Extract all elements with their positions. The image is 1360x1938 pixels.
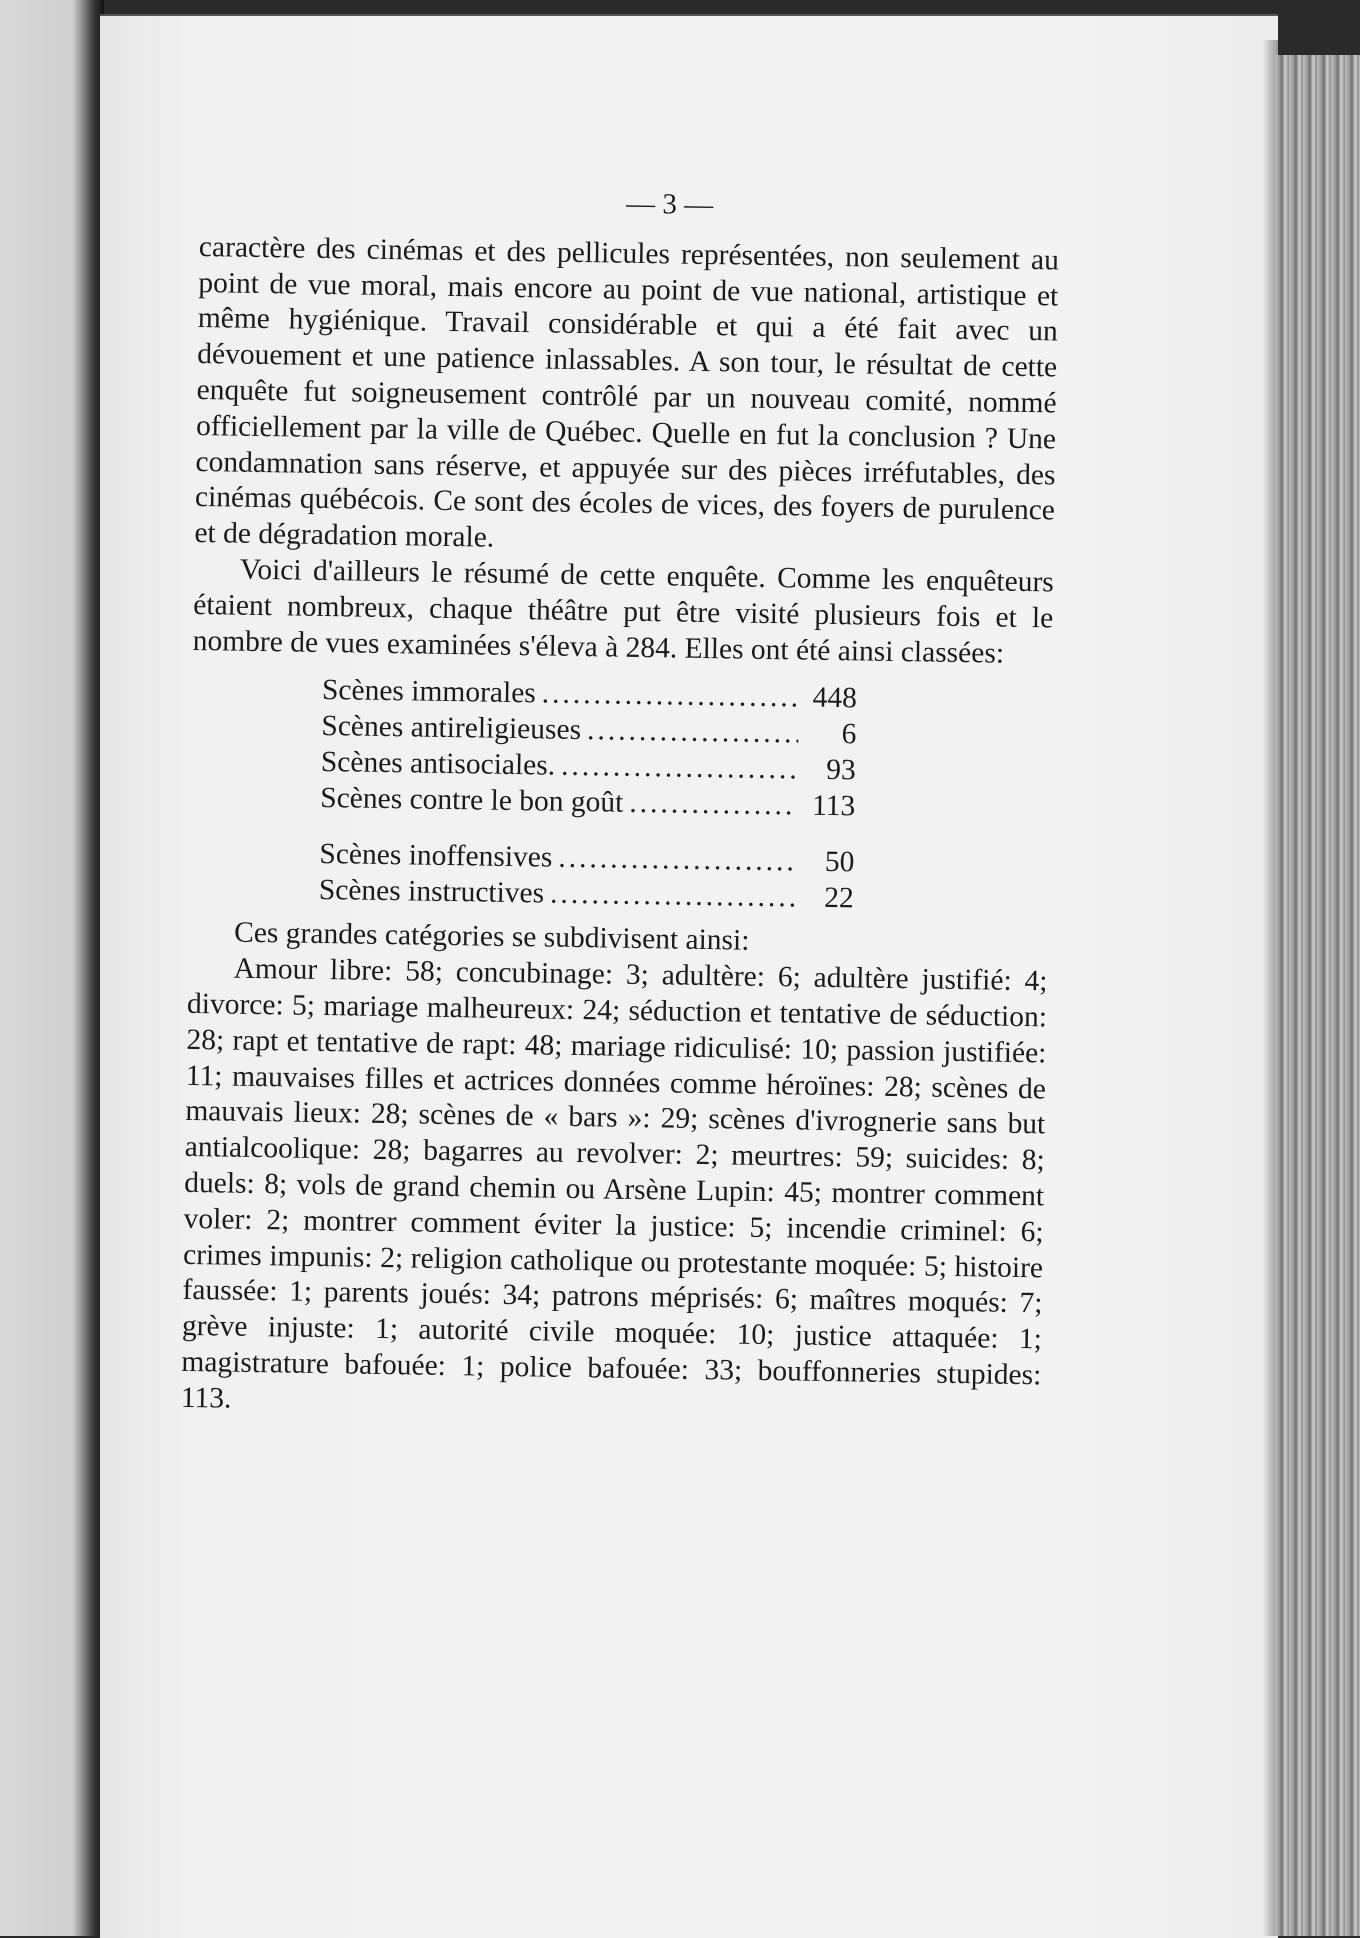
leader-dots <box>561 749 798 789</box>
table-row <box>319 873 854 917</box>
book-page-edges <box>1275 55 1360 1936</box>
leader-dots <box>542 677 800 717</box>
page-content <box>181 180 1060 1430</box>
row-value: 22 <box>824 882 855 915</box>
classification-table <box>319 673 858 917</box>
row-value: 6 <box>841 718 857 751</box>
paragraph-2: Voici d'ailleurs le résumé de cette enquête. Comme les enquêteurs étaient nombreux, chaque théâtre put être visité plusieurs fois et le nombre de vues examinées s'éleva à 284. Elles ont été ainsi classées: <box>192 553 1055 670</box>
leader-dots <box>629 786 797 824</box>
row-value: 50 <box>824 846 855 879</box>
row-label: Scènes antireligieuses <box>321 710 582 747</box>
leader-dots <box>550 877 796 917</box>
leader-dots <box>587 714 799 753</box>
row-label: Scènes contre le bon goût <box>320 782 624 820</box>
leader-dots <box>558 841 797 881</box>
row-label: Scènes antisociales. <box>320 746 556 783</box>
paragraph-4: Amour libre: 58; concubinage: 3; adultère: 6; adultère justifié: 4; divorce: 5; mariage malheureux: 24; séduction et tentative de séduction: 28; rapt et tentative de rapt: 48; mariage ridiculisé: 10; passion justifiée: 11; mauvaises filles et actrices données comme héroïnes: 28; scènes de mauvais lieux: 28; scènes de « bars »: 29; scènes d'ivrognerie sans but antialcoolique: 28; bagarres au revolver: 2; meurtres: 59; suicides: 8; duels: 8; vols de grand chemin ou Arsène Lupin: 45; montrer comment voler: 2; montrer comment éviter la justice: 5; incendie criminel: 6; crimes impunis: 2; religion catholique ou protestante moquée: 5; histoire faussée: 1; parents joués: 34; patrons méprisés: 6; maîtres moqués: 7; grève injuste: 1; autorité civile moquée: 10; justice attaquée: 1; magistrature bafouée: 1; police bafouée: 33; bouffonneries stupides: 113. <box>180 952 1048 1415</box>
row-value: 93 <box>826 754 857 787</box>
row-value: 113 <box>811 790 856 823</box>
row-label: Scènes inoffensives <box>319 838 553 874</box>
row-label: Scènes instructives <box>318 874 545 910</box>
paragraph-1: caractère des cinémas et des pellicules représentées, non seulement au point de vue moral, mais encore au point de vue national, artistique et même hygiénique. Travail considérable et qui a été fait avec un dévouement et une patience inlassables. A son tour, le résultat de cette enquête fut soigneusement contrôlé par un nouveau comité, nommé officiellement par la ville de Québec. Quelle en fut la conclusion ? Une condamnation sans réserve, et appuyée sur des pièces irréfutables, des cinémas québécois. Ce sont des écoles de vices, des foyers de purulence et de dégradation morale. <box>194 230 1060 554</box>
row-value: 448 <box>812 682 858 715</box>
facing-page-edge <box>0 0 104 1936</box>
row-label: Scènes immorales <box>321 674 537 710</box>
page-number: — 3 — <box>625 187 714 222</box>
paragraph-3: Ces grandes catégories se subdivisent ainsi: <box>233 916 750 958</box>
